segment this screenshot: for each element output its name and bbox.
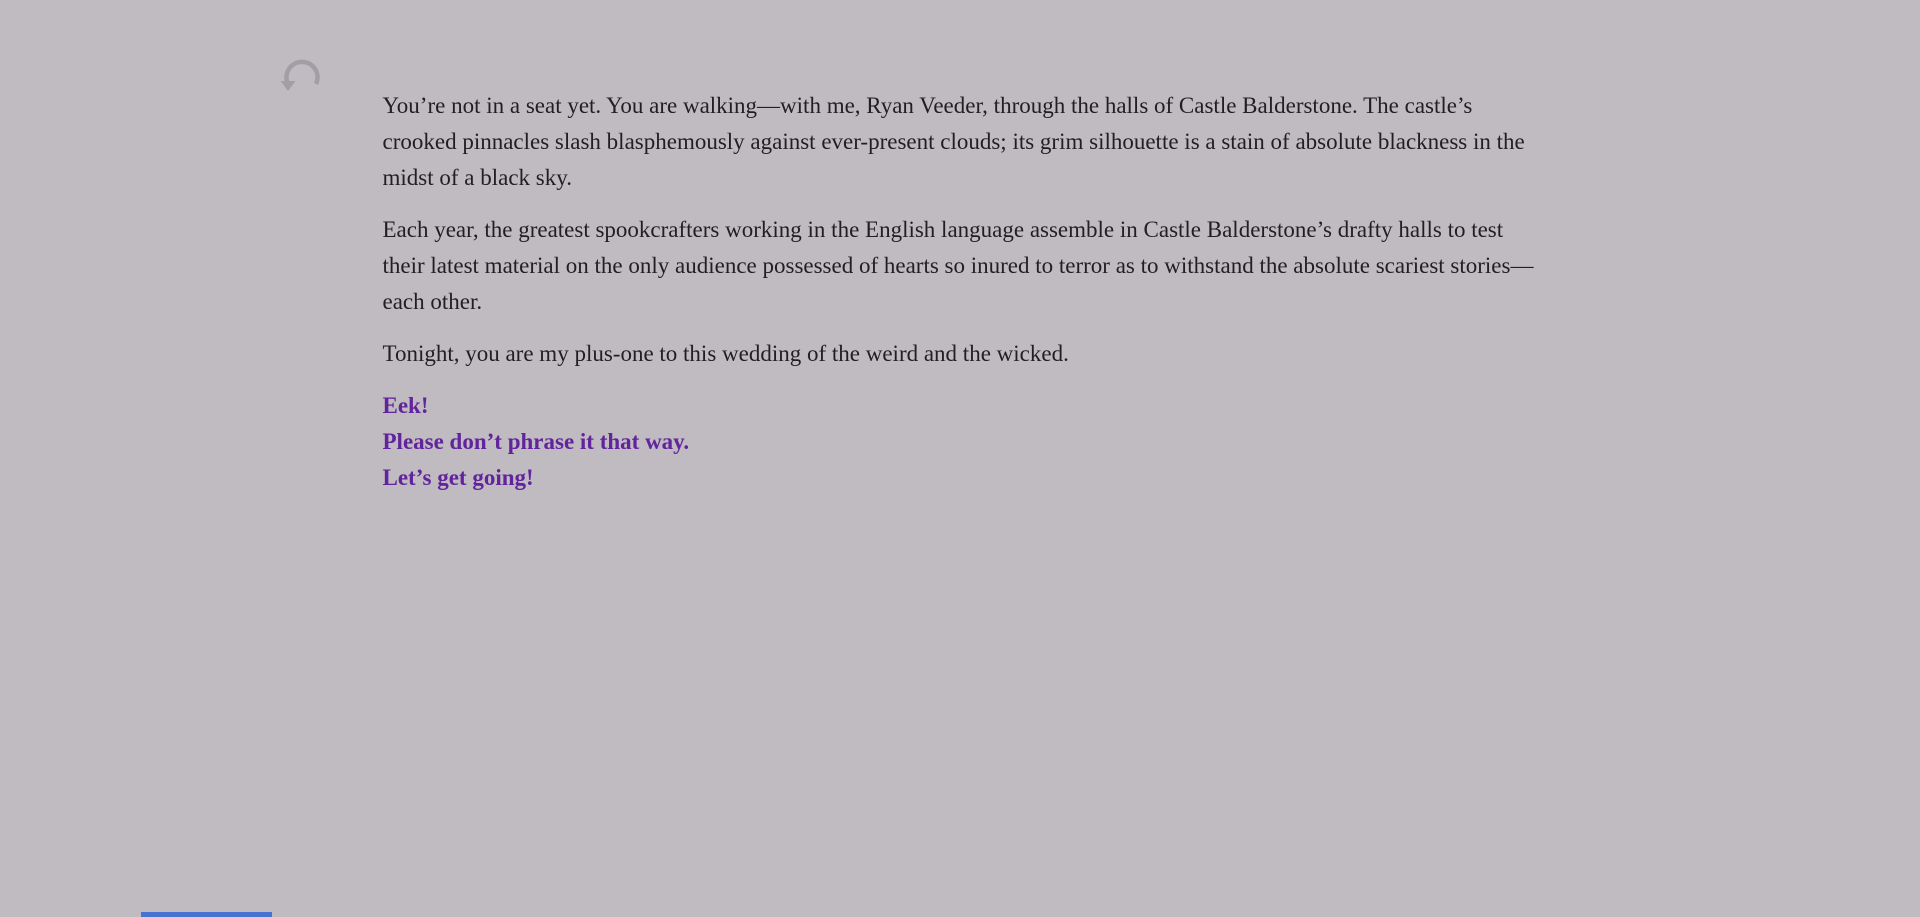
- progress-bar: [141, 912, 272, 917]
- story-page: [383, 0, 1538, 496]
- story-paragraph: Tonight, you are my plus-one to this wedding of the weird and the wicked.: [382, 341, 1069, 366]
- choice-list: [383, 388, 1538, 496]
- story-paragraph: You’re not in a seat yet. You are walking—with me, Ryan Veeder, through the halls of Castle Balderstone. The castle’s crooked pinnacles slash blasphemously against ever-present clouds; its grim silhouette is a stain of absolute blackness in the midst of a black sky.: [382, 93, 1525, 190]
- choice-link-dont-phrase[interactable]: Please don’t phrase it that way.: [382, 429, 690, 454]
- choice-link-get-going[interactable]: Let’s get going!: [382, 465, 534, 490]
- undo-button[interactable]: [275, 48, 327, 100]
- undo-icon: [275, 48, 327, 100]
- story-paragraph: Each year, the greatest spookcrafters working in the English language assemble in Castle Balderstone’s drafty halls to test their latest material on the only audience possessed of hearts so inured to terror as to withstand the absolute scariest stories—each other.: [382, 217, 1534, 314]
- choice-link-eek[interactable]: Eek!: [382, 393, 429, 418]
